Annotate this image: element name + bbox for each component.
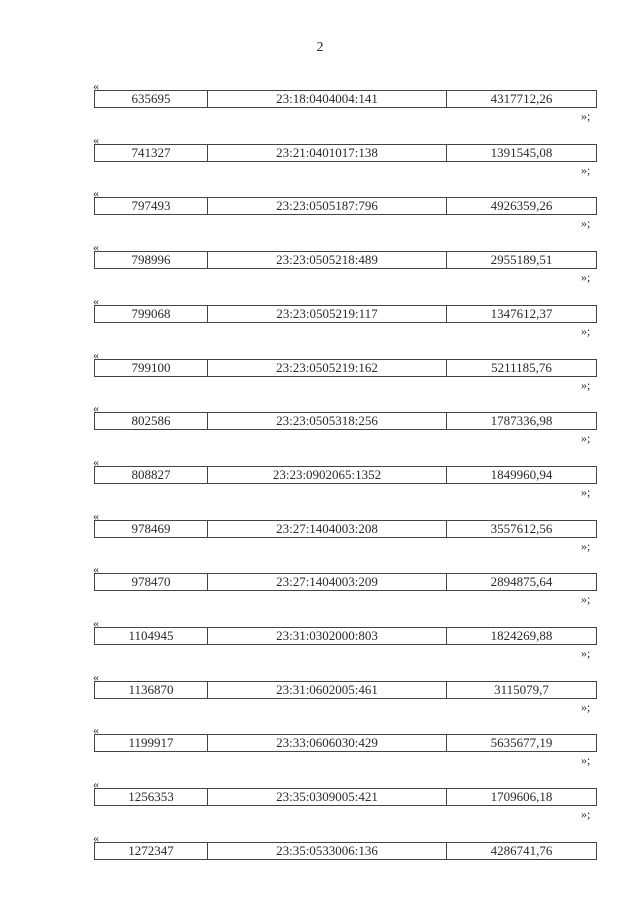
close-quote: »; <box>581 162 591 177</box>
table-row <box>94 305 597 323</box>
table-row <box>94 842 597 860</box>
close-quote: »; <box>581 109 591 123</box>
row-id-cell: 1272347 <box>128 842 174 858</box>
list-item <box>0 778 640 832</box>
list-item <box>0 349 640 403</box>
list-item <box>0 563 640 617</box>
cadastral-number-cell: 23:23:0505219:117 <box>207 306 446 322</box>
cadastral-number-cell: 23:18:0404004:141 <box>207 91 446 107</box>
list-item <box>0 724 640 778</box>
row-id-cell: 635695 <box>131 91 171 106</box>
cadastral-number-cell: 23:21:0401017:138 <box>207 145 446 161</box>
row-id-cell: 798996 <box>131 252 171 268</box>
open-quote: « <box>93 347 99 362</box>
table-row <box>94 144 597 162</box>
row-id-cell: 808827 <box>131 466 171 482</box>
row-id-cell: 1136870 <box>128 681 174 697</box>
value-cell: 2894875,64 <box>446 574 596 590</box>
close-quote: »; <box>581 807 591 822</box>
row-id-cell: 1199917 <box>128 735 174 751</box>
open-quote: « <box>93 293 99 308</box>
page-number: 2 <box>316 40 324 55</box>
value-cell: 3557612,56 <box>446 521 596 537</box>
list-item <box>0 510 640 564</box>
close-quote: »; <box>581 484 591 499</box>
close-quote: »; <box>581 592 591 607</box>
close-quote: »; <box>581 323 591 338</box>
value-cell: 4286741,76 <box>446 843 596 859</box>
open-quote: « <box>93 79 99 93</box>
value-cell: 2955189,51 <box>446 252 596 268</box>
open-quote: « <box>93 562 99 577</box>
close-quote: »; <box>581 377 591 392</box>
row-id-cell: 741327 <box>131 144 171 160</box>
open-quote: « <box>93 616 99 630</box>
list-item <box>0 80 640 134</box>
close-quote: »; <box>581 538 591 553</box>
list-item <box>0 295 640 349</box>
value-cell: 4926359,26 <box>446 198 596 214</box>
cadastral-number-cell: 23:23:0505219:162 <box>207 360 446 376</box>
value-cell: 4317712,26 <box>446 91 596 107</box>
table-row <box>94 466 597 484</box>
cadastral-number-cell: 23:27:1404003:209 <box>207 574 446 590</box>
close-quote: »; <box>581 216 591 231</box>
value-cell: 1849960,94 <box>446 467 596 483</box>
row-id-cell: 978470 <box>131 574 171 590</box>
cadastral-number-cell: 23:23:0505187:796 <box>207 198 446 214</box>
table-row <box>94 520 597 538</box>
row-id-cell: 799100 <box>131 359 171 375</box>
row-id-cell: 1256353 <box>128 789 174 805</box>
list-item <box>0 671 640 725</box>
open-quote: « <box>93 830 99 845</box>
close-quote: »; <box>581 753 591 768</box>
list-item <box>0 402 640 456</box>
list-item <box>0 187 640 241</box>
table-row <box>94 573 597 591</box>
cadastral-number-cell: 23:23:0902065:1352 <box>207 467 446 483</box>
cadastral-number-cell: 23:31:0302000:803 <box>207 628 446 644</box>
value-cell: 5211185,76 <box>446 360 596 376</box>
value-cell: 1709606,18 <box>446 789 596 805</box>
row-id-cell: 802586 <box>131 413 171 429</box>
close-quote: »; <box>581 431 591 446</box>
table-row <box>94 90 597 108</box>
open-quote: « <box>93 723 99 738</box>
open-quote: « <box>93 454 99 469</box>
table-row <box>94 681 597 699</box>
open-quote: « <box>93 401 99 416</box>
list-item <box>0 617 640 671</box>
table-row <box>94 734 597 752</box>
cadastral-number-cell: 23:27:1404003:208 <box>207 521 446 537</box>
value-cell: 3115079,7 <box>446 682 596 698</box>
value-cell: 1787336,98 <box>446 413 596 429</box>
table-row <box>94 251 597 269</box>
row-id-cell: 797493 <box>131 198 171 214</box>
row-id-cell: 799068 <box>131 305 171 321</box>
list-item <box>0 134 640 188</box>
row-id-cell: 978469 <box>131 520 171 536</box>
value-cell: 5635677,19 <box>446 735 596 751</box>
row-id-cell: 1104945 <box>128 628 174 643</box>
cadastral-number-cell: 23:33:0606030:429 <box>207 735 446 751</box>
open-quote: « <box>93 240 99 255</box>
cadastral-number-cell: 23:23:0505218:489 <box>207 252 446 268</box>
open-quote: « <box>93 186 99 201</box>
open-quote: « <box>93 132 99 147</box>
close-quote: »; <box>581 270 591 285</box>
cadastral-number-cell: 23:35:0309005:421 <box>207 789 446 805</box>
cadastral-number-cell: 23:35:0533006:136 <box>207 843 446 859</box>
open-quote: « <box>93 508 99 523</box>
list-item <box>0 241 640 295</box>
table-row <box>94 359 597 377</box>
table-row <box>94 197 597 215</box>
value-cell: 1824269,88 <box>446 628 596 644</box>
list-item <box>0 456 640 510</box>
table-row <box>94 412 597 430</box>
list-item <box>0 832 640 886</box>
table-row <box>94 788 597 806</box>
value-cell: 1391545,08 <box>446 145 596 161</box>
value-cell: 1347612,37 <box>446 306 596 322</box>
cadastral-number-cell: 23:31:0602005:461 <box>207 682 446 698</box>
close-quote: »; <box>581 646 591 660</box>
open-quote: « <box>93 669 99 684</box>
table-row <box>94 627 597 645</box>
cadastral-number-cell: 23:23:0505318:256 <box>207 413 446 429</box>
open-quote: « <box>93 777 99 792</box>
close-quote: »; <box>581 699 591 714</box>
